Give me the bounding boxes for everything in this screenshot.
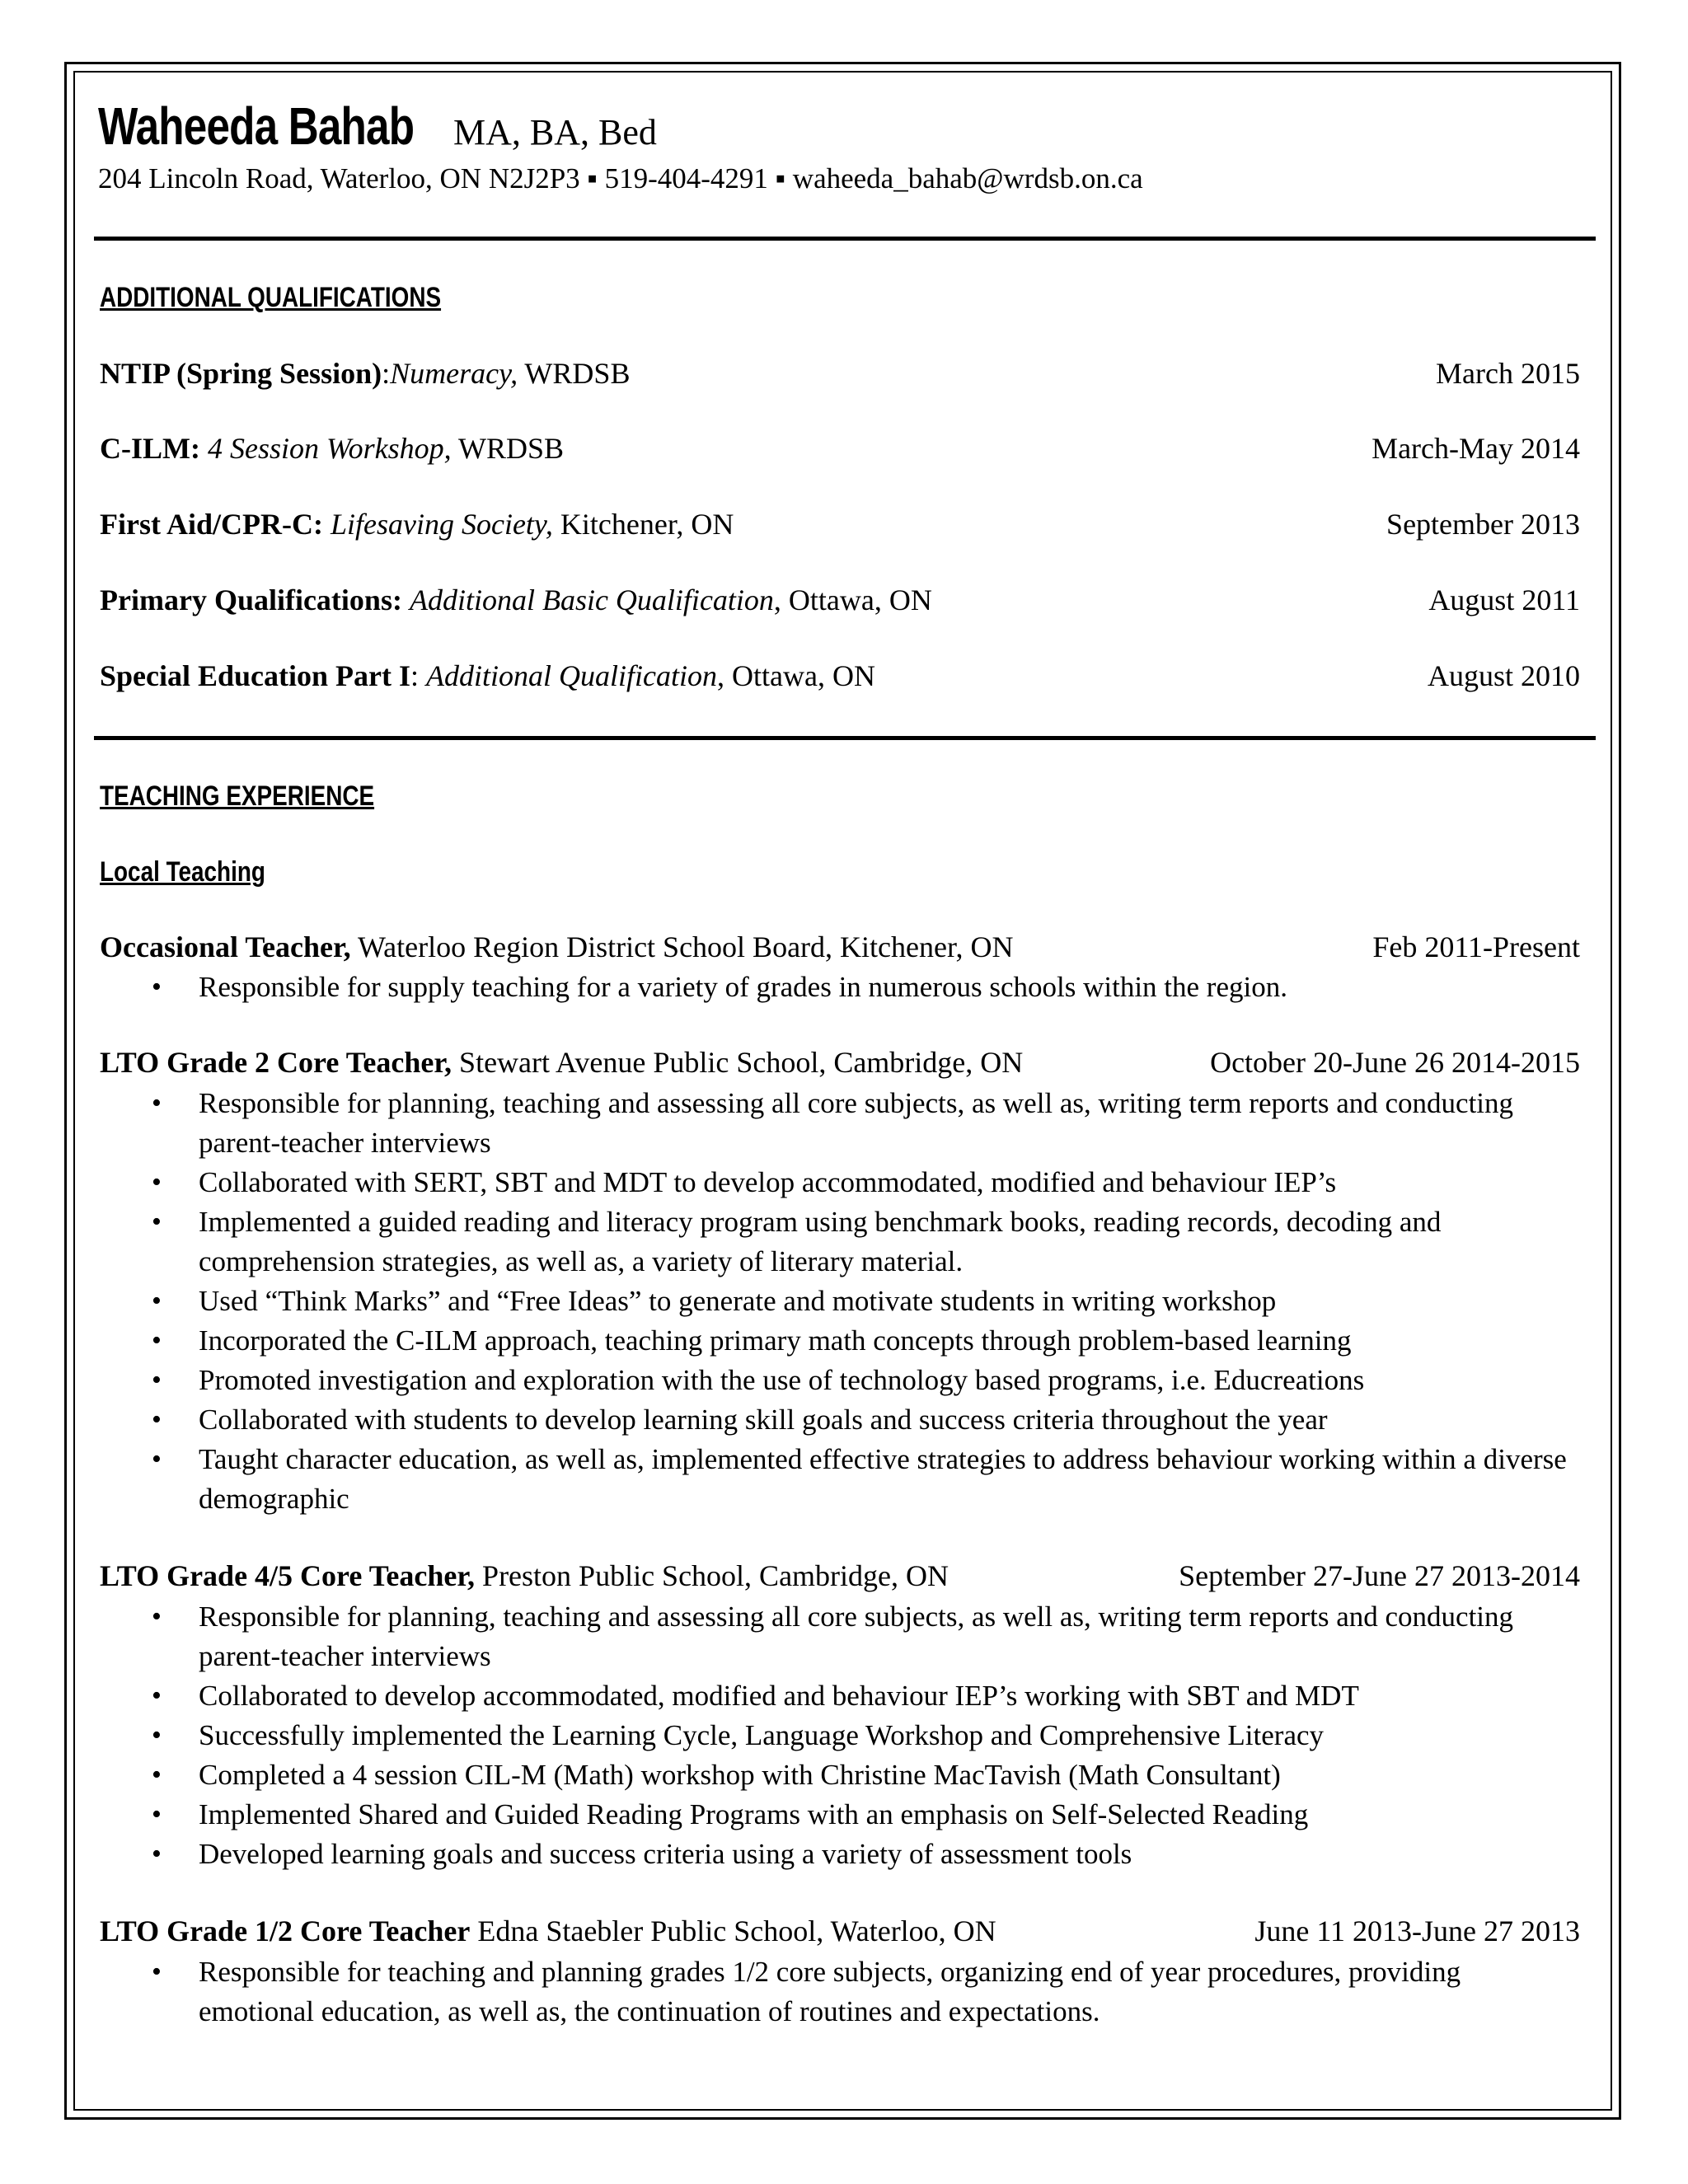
- qualification-item: First Aid/CPR-C: Lifesaving Society, Kitchener, ON September 2013: [100, 508, 1580, 541]
- qualification-title: NTIP (Spring Session): [100, 357, 382, 390]
- contact-info: 204 Lincoln Road, Waterloo, ON N2J2P3 ▪ 519-404-4291 ▪ waheeda_bahab@wrdsb.on.ca: [98, 162, 1143, 194]
- list-item: • Responsible for planning, teaching and assessing all core subjects, as well as, writing term reports and conducting parent-teacher interviews: [147, 1084, 1573, 1163]
- section-divider: [94, 736, 1596, 740]
- qualification-date: August 2010: [1427, 659, 1580, 692]
- job-date: September 27-June 27 2013-2014: [1179, 1559, 1580, 1592]
- job-heading: [100, 1558, 1580, 1593]
- qualification-item: NTIP (Spring Session):Numeracy, WRDSB March 2015: [100, 357, 1580, 390]
- list-item: • Collaborated with SERT, SBT and MDT to develop accommodated, modified and behaviour IEP’s: [147, 1163, 1573, 1202]
- qualification-item: Special Education Part I: Additional Qualification, Ottawa, ON August 2010: [100, 659, 1580, 692]
- list-item: • Responsible for teaching and planning grades 1/2 core subjects, organizing end of year procedures, providing emotional education, as well as, the continuation of routines and expectations.: [147, 1952, 1573, 2032]
- job-date: Feb 2011-Present: [1372, 930, 1580, 963]
- qualification-date: March 2015: [1436, 357, 1580, 390]
- applicant-name: Waheeda Bahab: [98, 96, 415, 156]
- job-title: LTO Grade 1/2 Core Teacher: [100, 1915, 471, 1947]
- qualifications-heading: ADDITIONAL QUALIFICATIONS: [100, 282, 442, 313]
- job-date: June 11 2013-June 27 2013: [1254, 1915, 1580, 1947]
- job-place: Edna Staebler Public School, Waterloo, ON: [470, 1915, 996, 1947]
- qualification-item: Primary Qualifications: Additional Basic Qualification, Ottawa, ON August 2011: [100, 583, 1580, 616]
- list-item: • Incorporated the C-ILM approach, teaching primary math concepts through problem-based learning: [147, 1321, 1573, 1361]
- list-item: • Responsible for planning, teaching and assessing all core subjects, as well as, writing term reports and conducting parent-teacher interviews: [147, 1597, 1573, 1676]
- list-item: • Completed a 4 session CIL-M (Math) workshop with Christine MacTavish (Math Consultant): [147, 1755, 1573, 1795]
- qualification-title: First Aid/CPR-C:: [100, 508, 323, 541]
- list-item: • Responsible for supply teaching for a variety of grades in numerous schools within the region.: [147, 968, 1573, 1007]
- qualification-desc: 4 Session Workshop,: [207, 432, 452, 465]
- job-bullets: [147, 1952, 1573, 2032]
- name-line: [98, 96, 657, 157]
- qualification-date: September 2013: [1386, 508, 1580, 541]
- job-title: LTO Grade 4/5 Core Teacher,: [100, 1559, 476, 1592]
- job-date: October 20-June 26 2014-2015: [1210, 1046, 1580, 1079]
- qualification-title: Primary Qualifications:: [100, 583, 402, 616]
- section-divider: [94, 237, 1596, 241]
- list-item: • Taught character education, as well as, implemented effective strategies to address behaviour working within a diverse demographic: [147, 1440, 1573, 1519]
- job-place: Waterloo Region District School Board, Kitchener, ON: [350, 930, 1014, 963]
- qualification-item: C-ILM: 4 Session Workshop, WRDSB March-May 2014: [100, 432, 1580, 465]
- job-heading: [100, 1914, 1580, 1948]
- list-item: • Implemented Shared and Guided Reading Programs with an emphasis on Self-Selected Reading: [147, 1795, 1573, 1835]
- qualification-title: C-ILM:: [100, 432, 200, 465]
- qualification-date: March-May 2014: [1372, 432, 1580, 465]
- experience-heading: TEACHING EXPERIENCE: [100, 780, 375, 812]
- qualification-desc: Numeracy,: [390, 357, 518, 390]
- job-title: Occasional Teacher,: [100, 930, 351, 963]
- job-place: Stewart Avenue Public School, Cambridge, ON: [452, 1046, 1024, 1079]
- job-place: Preston Public School, Cambridge, ON: [475, 1559, 950, 1592]
- job-bullets: [147, 1084, 1573, 1519]
- qualification-desc: Additional Qualification: [426, 659, 718, 692]
- qualification-title: Special Education Part I: [100, 659, 411, 692]
- qualification-desc: Lifesaving Society,: [330, 508, 553, 541]
- job-bullets: [147, 968, 1573, 1007]
- credentials: MA, BA, Bed: [452, 112, 657, 152]
- qualification-date: August 2011: [1428, 583, 1580, 616]
- job-bullets: [147, 1597, 1573, 1874]
- local-teaching-subheading: Local Teaching: [100, 856, 265, 888]
- list-item: • Collaborated to develop accommodated, modified and behaviour IEP’s working with SBT and MDT: [147, 1676, 1573, 1716]
- qualification-desc: Additional Basic Qualification: [409, 583, 774, 616]
- list-item: • Implemented a guided reading and literacy program using benchmark books, reading records, decoding and comprehension strategies, as well as, a variety of literary material.: [147, 1202, 1573, 1282]
- list-item: • Promoted investigation and exploration with the use of technology based programs, i.e. Educreations: [147, 1361, 1573, 1400]
- list-item: • Collaborated with students to develop learning skill goals and success criteria throughout the year: [147, 1400, 1573, 1440]
- job-heading: [100, 930, 1580, 964]
- list-item: • Developed learning goals and success criteria using a variety of assessment tools: [147, 1835, 1573, 1874]
- list-item: • Successfully implemented the Learning Cycle, Language Workshop and Comprehensive Literacy: [147, 1716, 1573, 1755]
- list-item: • Used “Think Marks” and “Free Ideas” to generate and motivate students in writing workshop: [147, 1282, 1573, 1321]
- job-title: LTO Grade 2 Core Teacher,: [100, 1046, 452, 1079]
- job-heading: [100, 1045, 1580, 1080]
